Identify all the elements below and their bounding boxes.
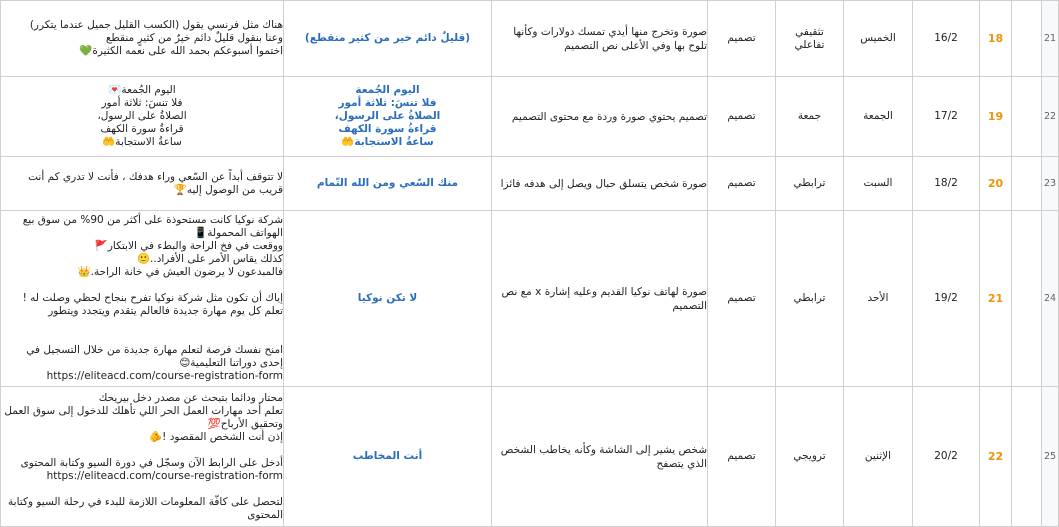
hook-cell[interactable]: اليوم الجُمعة فلا تنسَ: ثلاثة أمور الصلاةُ على الرسول، قراءةُ سورة الكهف ساعةُ الاستجابة🤲 bbox=[284, 77, 492, 157]
format-cell[interactable]: تصميم bbox=[708, 387, 776, 527]
empty-cell[interactable] bbox=[1012, 157, 1042, 211]
date-cell[interactable]: 18/2 bbox=[913, 157, 980, 211]
post-number-cell[interactable]: 21 bbox=[980, 211, 1012, 387]
description-cell[interactable]: تصميم يحتوي صورة وردة مع محتوى التصميم bbox=[492, 77, 708, 157]
table-row bbox=[1, 387, 1059, 527]
hook-cell[interactable]: (قليلٌ دائم خير من كثير منقطع) bbox=[284, 1, 492, 77]
format-cell[interactable]: تصميم bbox=[708, 77, 776, 157]
table-row bbox=[1, 157, 1059, 211]
format-cell[interactable]: تصميم bbox=[708, 1, 776, 77]
type-cell[interactable]: تثقيفي تفاعلي bbox=[776, 1, 844, 77]
date-cell[interactable]: 20/2 bbox=[913, 387, 980, 527]
table-row bbox=[1, 1, 1059, 77]
date-cell[interactable]: 19/2 bbox=[913, 211, 980, 387]
day-cell[interactable]: الجمعة bbox=[844, 77, 913, 157]
day-cell[interactable]: السبت bbox=[844, 157, 913, 211]
table-row bbox=[1, 211, 1059, 387]
description-cell[interactable]: صورة شخص يتسلق حبال ويصل إلى هدفه فائزا bbox=[492, 157, 708, 211]
hook-cell[interactable]: منك السّعي ومن الله التّمام bbox=[284, 157, 492, 211]
post-text-cell[interactable]: شركة نوكيا كانت مستحوذة على أكثر من 90% من سوق بيع الهواتف المحمولة📱 ووقعت في فخ الراحة والبطء في الابتكار🚩 كذلك يقاس الأمر على الأفراد..🙂 فالمبدعون لا يرضون العيش في خانة الراحة.👑 إياك أن تكون مثل شركة نوكيا تفرح بنجاح لحظي وصلت له ! تعلم كل يوم مهارة جديدة فالعالم يتقدم ويتجدد ويتطور امنح نفسك فرصة لتعلم مهارة جديدة من خلال التسجيل في إحدى دوراتنا التعليمية😊 https://eliteacd.com/course-registration-form bbox=[1, 211, 284, 387]
day-cell[interactable]: الأحد bbox=[844, 211, 913, 387]
empty-cell[interactable] bbox=[1012, 77, 1042, 157]
table-row bbox=[1, 77, 1059, 157]
description-cell[interactable]: شخص يشير إلى الشاشة وكأنه يخاطب الشخص الذي يتصفح bbox=[492, 387, 708, 527]
description-cell[interactable]: صورة لهاتف نوكيا القديم وعليه إشارة x مع نص التصميم bbox=[492, 211, 708, 387]
post-text-cell[interactable]: اليوم الجُمعة💌 فلا تنسَ: ثلاثة أمور الصلاةُ على الرسول، قراءةُ سورة الكهف ساعةُ الاستجابة🤲 bbox=[1, 77, 284, 157]
format-cell[interactable]: تصميم bbox=[708, 157, 776, 211]
post-number-cell[interactable]: 19 bbox=[980, 77, 1012, 157]
row-header[interactable]: 23 bbox=[1042, 157, 1059, 211]
day-cell[interactable]: الخميس bbox=[844, 1, 913, 77]
post-number-cell[interactable]: 18 bbox=[980, 1, 1012, 77]
type-cell[interactable]: جمعة bbox=[776, 77, 844, 157]
type-cell[interactable]: ترابطي bbox=[776, 157, 844, 211]
post-text-cell[interactable]: هناك مثل فرنسي يقول (الكسب القليل جميل عندما يتكرر) وعنا بنقول قليلٌ دائم خيرٌ من كثيرٍ منقطع اختموا أسبوعكم بحمد الله على نعمه الكثيرة💚 bbox=[1, 1, 284, 77]
empty-cell[interactable] bbox=[1012, 211, 1042, 387]
hook-cell[interactable]: أنت المخاطب bbox=[284, 387, 492, 527]
empty-cell[interactable] bbox=[1012, 387, 1042, 527]
type-cell[interactable]: ترويجي bbox=[776, 387, 844, 527]
row-header[interactable]: 24 bbox=[1042, 211, 1059, 387]
type-cell[interactable]: ترابطي bbox=[776, 211, 844, 387]
row-header[interactable]: 25 bbox=[1042, 387, 1059, 527]
row-header[interactable]: 21 bbox=[1042, 1, 1059, 77]
post-number-cell[interactable]: 20 bbox=[980, 157, 1012, 211]
date-cell[interactable]: 17/2 bbox=[913, 77, 980, 157]
empty-cell[interactable] bbox=[1012, 1, 1042, 77]
description-cell[interactable]: صورة وتخرج منها أيدي تمسك دولارات وكأنها تلوح بها وفي الأعلى نص التصميم bbox=[492, 1, 708, 77]
post-number-cell[interactable]: 22 bbox=[980, 387, 1012, 527]
row-header[interactable]: 22 bbox=[1042, 77, 1059, 157]
hook-cell[interactable]: لا تكن نوكيا bbox=[284, 211, 492, 387]
post-text-cell[interactable]: لا تتوقف أبداً عن السّعي وراء هدفك ، فأنت لا تدري كم أنت قريب من الوصول إليه🏆 bbox=[1, 157, 284, 211]
format-cell[interactable]: تصميم bbox=[708, 211, 776, 387]
date-cell[interactable]: 16/2 bbox=[913, 1, 980, 77]
post-text-cell[interactable]: محتار ودائما بتبحث عن مصدر دخل بيريحك تعلم أحد مهارات العمل الحر اللي تأهلك للدخول إلى سوق العمل وتحقيق الأرباح💯 إذن أنت الشخص المقصود !🫵 أدخل على الرابط الآن وسجّل في دورة السيو وكتابة المحتوى https://eliteacd.com/course-registration-form لتحصل على كافّة المعلومات اللازمة للبدء في رحلة السيو وكتابة المحتوى bbox=[1, 387, 284, 527]
day-cell[interactable]: الإثنين bbox=[844, 387, 913, 527]
